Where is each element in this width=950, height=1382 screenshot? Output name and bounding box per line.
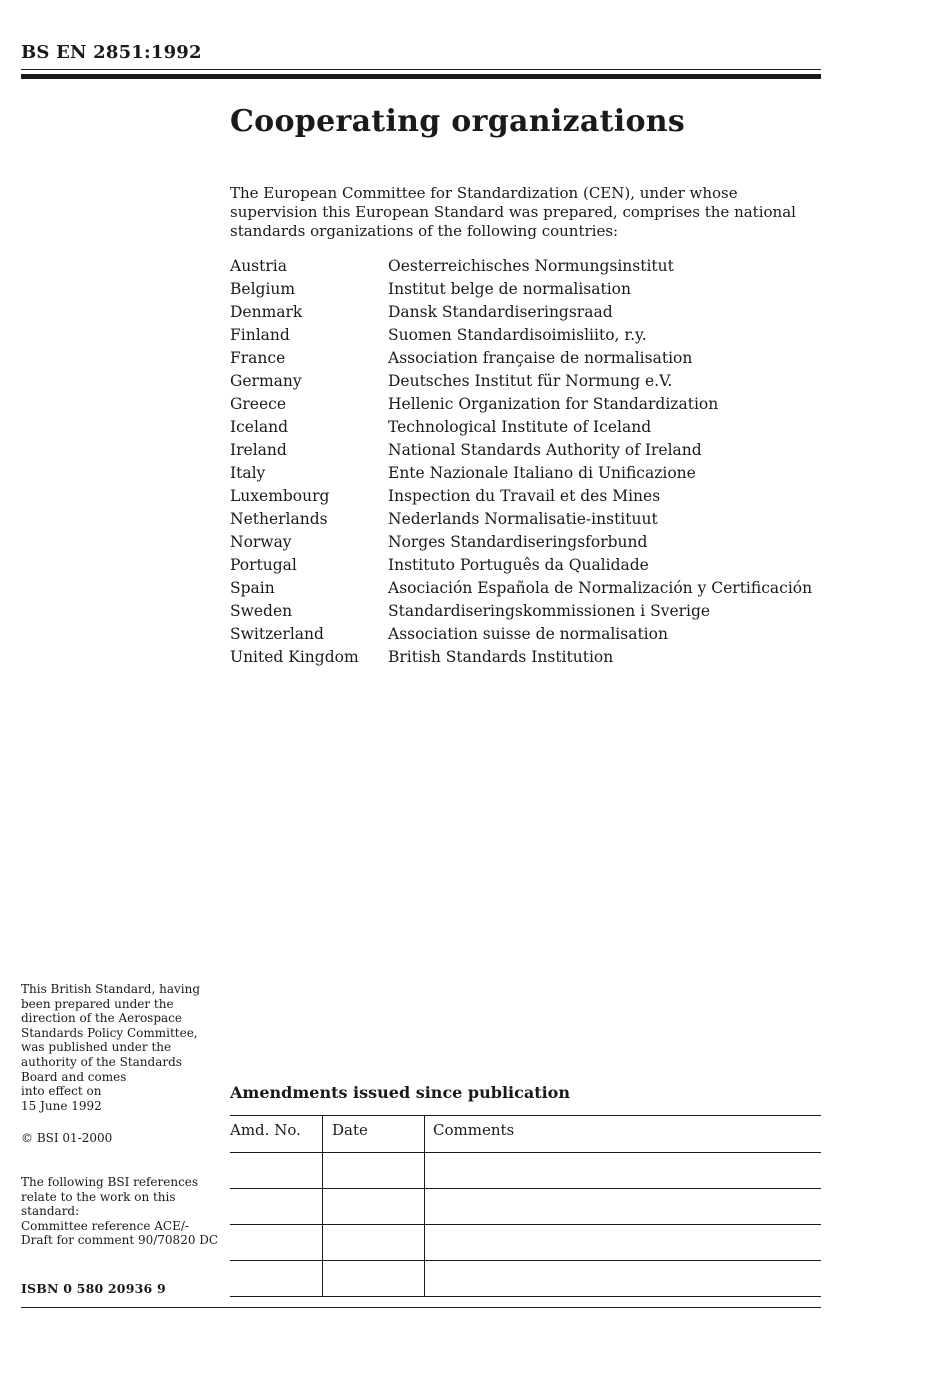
note-line: relate to the work on this <box>21 1189 176 1204</box>
document-id: BS EN 2851:1992 <box>21 42 202 63</box>
country-name: Iceland <box>230 418 289 436</box>
column-header-comments: Comments <box>425 1116 822 1153</box>
comments-cell <box>425 1261 822 1297</box>
amendment-row <box>230 1261 821 1297</box>
copyright-note: © BSI 01-2000 <box>21 1131 113 1145</box>
organization-row <box>230 486 812 509</box>
note-line: The following BSI references <box>21 1175 199 1189</box>
note-line: This British Standard, having <box>21 982 201 996</box>
country-name: Portugal <box>230 556 297 574</box>
amendment-row <box>230 1225 821 1261</box>
country-name: Sweden <box>230 602 293 620</box>
note-line: authority of the Standards <box>21 1054 182 1069</box>
country-name: Greece <box>230 395 286 413</box>
organization-name: Hellenic Organization for Standardization <box>388 395 719 413</box>
country-name: Austria <box>230 257 287 275</box>
country-name: Italy <box>230 464 266 482</box>
organization-row <box>230 371 812 394</box>
comments-cell <box>425 1153 822 1189</box>
references-note <box>21 1175 221 1248</box>
organization-name: Association française de normalisation <box>388 349 693 367</box>
organization-name: Nederlands Normalisatie-instituut <box>388 510 658 528</box>
publication-note <box>21 982 221 1113</box>
country-name: Norway <box>230 533 292 551</box>
comments-cell <box>425 1225 822 1261</box>
organization-name: Suomen Standardisoimisliito, r.y. <box>388 326 647 344</box>
amd-no-cell <box>230 1225 323 1261</box>
organization-name: Institut belge de normalisation <box>388 280 631 298</box>
country-name: Belgium <box>230 280 296 298</box>
note-line: standard: <box>21 1204 80 1219</box>
intro-paragraph: The European Committee for Standardization (CEN), under whose supervision this European Standard was prepared, comprises the national standards organizations of the following countries: <box>230 184 796 240</box>
note-line: Standards Policy Committee, <box>21 1025 198 1040</box>
organization-row <box>230 325 812 348</box>
date-cell <box>323 1261 425 1297</box>
amendments-table <box>230 1115 821 1297</box>
organization-row <box>230 279 812 302</box>
column-header-date: Date <box>323 1116 425 1153</box>
country-name: Luxembourg <box>230 487 330 505</box>
amd-no-cell <box>230 1153 323 1189</box>
country-name: Finland <box>230 326 290 344</box>
note-line: 15 June 1992 <box>21 1098 102 1113</box>
country-name: United Kingdom <box>230 648 359 666</box>
organization-name: National Standards Authority of Ireland <box>388 441 702 459</box>
page-title: Cooperating organizations <box>230 104 686 139</box>
footer-rule <box>21 1307 821 1308</box>
organization-name: Asociación Española de Normalización y Certificación <box>388 579 813 597</box>
organization-name: Technological Institute of Iceland <box>388 418 652 436</box>
country-name: Denmark <box>230 303 303 321</box>
organization-name: Dansk Standardiseringsraad <box>388 303 613 321</box>
amendment-row <box>230 1189 821 1225</box>
amendments-title: Amendments issued since publication <box>230 1083 570 1102</box>
note-line: was published under the <box>21 1040 172 1055</box>
organization-name: Association suisse de normalisation <box>388 625 668 643</box>
organization-name: Inspection du Travail et des Mines <box>388 487 661 505</box>
amendments-header-row <box>230 1116 821 1153</box>
country-name: Germany <box>230 372 302 390</box>
country-name: Spain <box>230 579 275 597</box>
organization-row <box>230 578 812 601</box>
date-cell <box>323 1189 425 1225</box>
organization-name: Instituto Português da Qualidade <box>388 556 649 574</box>
country-name: Netherlands <box>230 510 328 528</box>
organization-row <box>230 509 812 532</box>
organization-row <box>230 463 812 486</box>
country-name: France <box>230 349 286 367</box>
organizations-list <box>230 256 812 670</box>
header-rule-thick <box>21 74 821 79</box>
note-line: Draft for comment 90/70820 DC <box>21 1233 219 1248</box>
amd-no-cell <box>230 1189 323 1225</box>
note-line: Board and comes <box>21 1069 127 1084</box>
header-rule-thin <box>21 69 821 70</box>
organization-name: Deutsches Institut für Normung e.V. <box>388 372 673 390</box>
country-name: Switzerland <box>230 625 324 643</box>
comments-cell <box>425 1189 822 1225</box>
isbn: ISBN 0 580 20936 9 <box>21 1281 166 1296</box>
organization-row <box>230 555 812 578</box>
note-line: Committee reference ACE/- <box>21 1218 189 1233</box>
organization-name: Oesterreichisches Normungsinstitut <box>388 257 674 275</box>
amd-no-cell <box>230 1261 323 1297</box>
organization-row <box>230 417 812 440</box>
organization-row <box>230 601 812 624</box>
organization-row <box>230 394 812 417</box>
organization-row <box>230 256 812 279</box>
note-line: been prepared under the <box>21 996 174 1011</box>
organization-name: Standardiseringskommissionen i Sverige <box>388 602 711 620</box>
organization-name: Norges Standardiseringsforbund <box>388 533 648 551</box>
column-header-amd-no: Amd. No. <box>230 1116 323 1153</box>
organization-row <box>230 440 812 463</box>
organization-row <box>230 647 812 670</box>
amendment-row <box>230 1153 821 1189</box>
organization-row <box>230 302 812 325</box>
organization-name: Ente Nazionale Italiano di Unificazione <box>388 464 696 482</box>
organization-row <box>230 532 812 555</box>
country-name: Ireland <box>230 441 287 459</box>
note-line: into effect on <box>21 1084 102 1099</box>
organization-row <box>230 624 812 647</box>
date-cell <box>323 1225 425 1261</box>
note-line: direction of the Aerospace <box>21 1011 182 1026</box>
date-cell <box>323 1153 425 1189</box>
organization-row <box>230 348 812 371</box>
organization-name: British Standards Institution <box>388 648 614 666</box>
